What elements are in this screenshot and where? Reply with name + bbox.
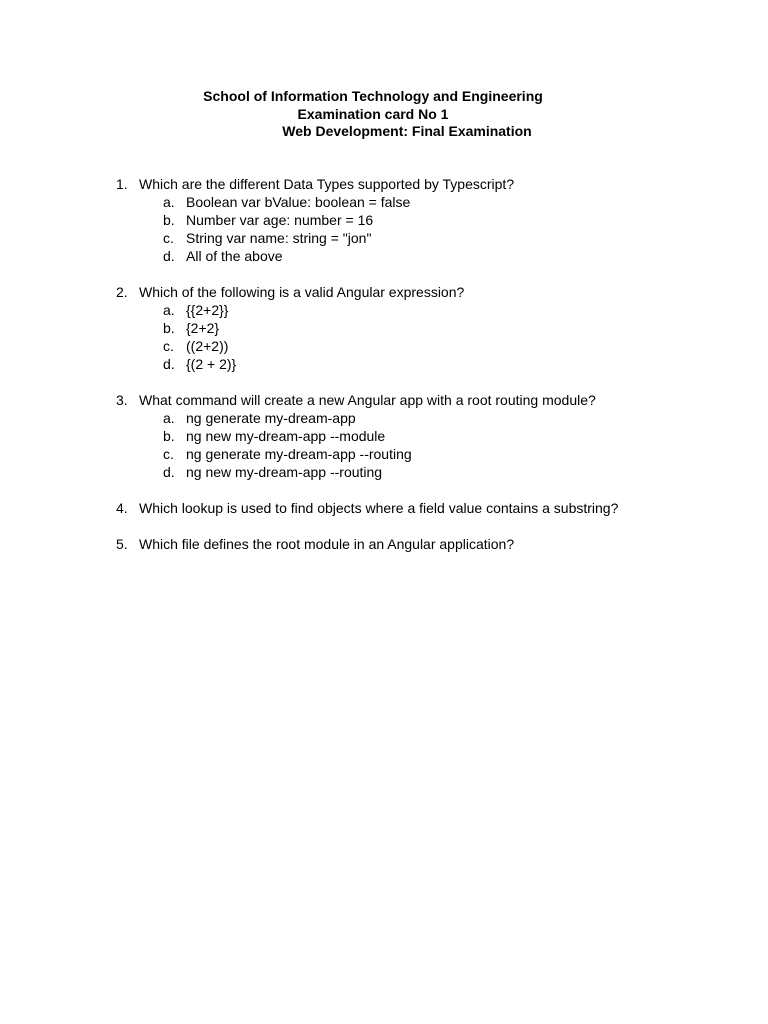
- question-list: [116, 175, 736, 571]
- document-header: [0, 88, 768, 141]
- question-text: Which are the different Data Types supported by Typescript?: [139, 176, 515, 192]
- option-text: ng new my-dream-app --routing: [186, 464, 383, 480]
- exam-title: Web Development: Final Examination: [282, 123, 532, 139]
- question-text: What command will create a new Angular app with a root routing module?: [139, 392, 596, 408]
- option-list: [116, 301, 736, 373]
- question-number: 4.: [116, 500, 128, 516]
- option-letter: d.: [163, 464, 175, 480]
- option-text: {(2 + 2)}: [186, 356, 237, 372]
- question-text: Which file defines the root module in an Angular application?: [139, 536, 515, 552]
- option-text: ng generate my-dream-app: [186, 410, 356, 426]
- option-text: Boolean var bValue: boolean = false: [186, 194, 411, 210]
- option-d: [116, 355, 736, 373]
- question-3: [116, 391, 736, 481]
- option-letter: c.: [163, 338, 174, 354]
- option-list: [116, 193, 736, 265]
- option-text: {2+2}: [186, 320, 220, 336]
- option-d: [116, 247, 736, 265]
- school-name: School of Information Technology and Engineering: [203, 88, 543, 104]
- option-letter: d.: [163, 248, 175, 264]
- option-letter: d.: [163, 356, 175, 372]
- option-b: [116, 319, 736, 337]
- option-letter: b.: [163, 212, 175, 228]
- option-letter: a.: [163, 302, 175, 318]
- option-c: [116, 445, 736, 463]
- option-letter: a.: [163, 194, 175, 210]
- question-number: 3.: [116, 392, 128, 408]
- question-5: [116, 535, 736, 553]
- option-letter: b.: [163, 428, 175, 444]
- option-c: [116, 337, 736, 355]
- option-letter: c.: [163, 230, 174, 246]
- question-number: 5.: [116, 536, 128, 552]
- option-c: [116, 229, 736, 247]
- option-b: [116, 427, 736, 445]
- question-1: [116, 175, 736, 265]
- option-text: ng new my-dream-app --module: [186, 428, 386, 444]
- option-text: ng generate my-dream-app --routing: [186, 446, 412, 462]
- option-list: [116, 409, 736, 481]
- question-number: 1.: [116, 176, 128, 192]
- card-number: Examination card No 1: [297, 105, 449, 122]
- question-text: Which lookup is used to find objects where a field value contains a substring?: [139, 500, 619, 516]
- option-a: [116, 409, 736, 427]
- option-text: ((2+2)): [186, 338, 229, 354]
- option-letter: b.: [163, 320, 175, 336]
- question-number: 2.: [116, 284, 128, 300]
- option-letter: a.: [163, 410, 175, 426]
- question-4: [116, 499, 736, 517]
- question-text: Which of the following is a valid Angular expression?: [139, 284, 465, 300]
- option-d: [116, 463, 736, 481]
- option-text: All of the above: [186, 248, 283, 264]
- question-2: [116, 283, 736, 373]
- option-text: Number var age: number = 16: [186, 212, 374, 228]
- option-a: [116, 193, 736, 211]
- option-a: [116, 301, 736, 319]
- option-b: [116, 211, 736, 229]
- option-text: String var name: string = "jon": [186, 230, 372, 246]
- option-text: {{2+2}}: [186, 302, 229, 318]
- option-letter: c.: [163, 446, 174, 462]
